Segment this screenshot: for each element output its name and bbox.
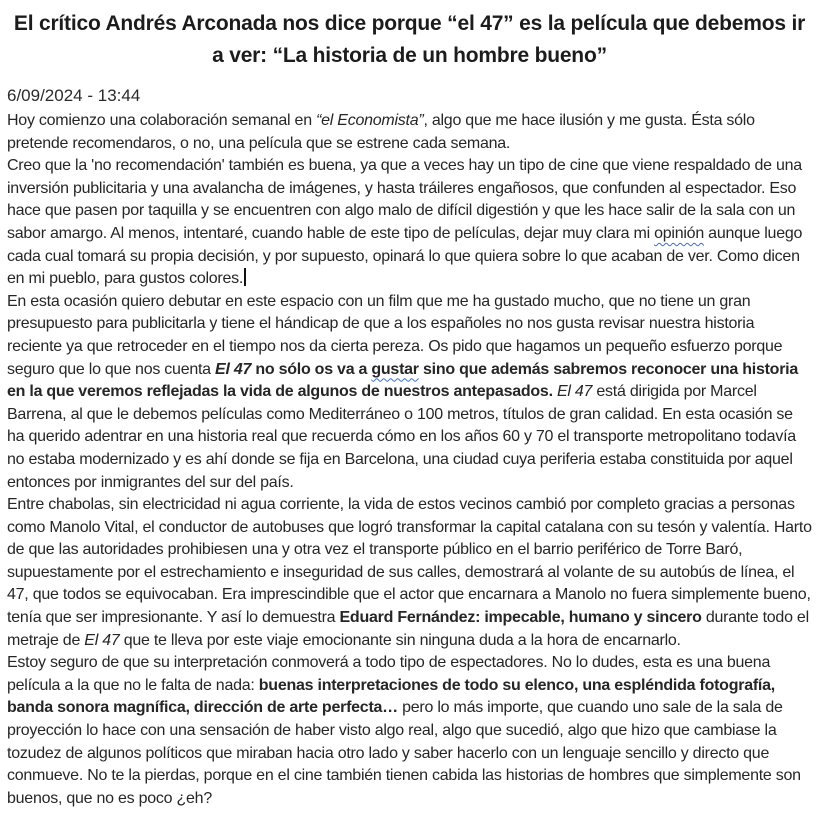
text-run: El 47 xyxy=(84,631,120,649)
text-run: está dirigida por Marcel Barrena, al que le debemos películas como Mediterráneo o 100 metros, títulos de gran calidad. En esta ocasión se ha querido adentrar en una historia real que recuerda cómo en los años 60 y 70 el transporte metropolitano todavía no estaba modernizado y es ahí donde se fija en Barcelona, una ciudad cuya periferia estaba constituida por aquel entonces por inmigrantes del sur del país. xyxy=(7,383,796,491)
article-date[interactable]: 6/09/2024 - 13:44 xyxy=(7,86,141,105)
text-run: Eduard Fernández: impecable, humano y sincero xyxy=(339,609,702,627)
text-run: Entre chabolas, sin electricidad ni agua corriente, la vida de estos vecinos cambió por completo gracias a personas como Manolo Vital, el conductor de autobuses que logró transformar la capital catalana con su tesón y valentía. Harto de que las autoridades prohibiesen una y otra vez el transporte público en el barrio periférico de Torre Baró, supuestamente por el estrechamiento e inseguridad de sus calles, demostrará al volante de su autobús de línea, el 47, que todos se equivocaban. Era imprescindible que el actor que encarnara a Manolo no fuera simplemente bueno, tenía que ser impresionante. Y así lo demuestra xyxy=(7,496,812,627)
text-run: no sólo os va a xyxy=(255,360,372,378)
text-run: El 47 xyxy=(556,383,593,401)
paragraph[interactable] xyxy=(7,494,812,652)
text-run: aunque luego cada cual tomará su propia decisión, y por supuesto, opinará lo que quiera sobre lo que acaban de ver. Como dicen en mi pueblo, para gustos colores. xyxy=(7,224,803,288)
text-run: pero lo más importe, que cuando uno sale de la sala de proyección lo hace con una sensación de haber visto algo real, algo que sucedió, algo que hizo que cambiase la tozudez de algunos políticos que miraban hacia otro lado y saber hacerlo con un lenguaje sencillo y directo que conmueve. No te la pierdas, porque en el cine también tienen cabida las historias de hombres que simplemente son buenos, que no es poco ¿eh? xyxy=(7,699,801,807)
article-body xyxy=(7,110,812,810)
text-run: Hoy comienzo una colaboración semanal en xyxy=(7,112,317,129)
text-run: Creo que la 'no recomendación' también es buena, ya que a veces hay un tipo de cine que viene respaldado de una inversión publicitaria y una avalancha de imágenes, y hasta tráileres engañosos, que confunden al espectador. Eso hace que pasen por taquilla y se encuentren con algo malo de difícil digestión y que les hace salir de la sala con un sabor amargo. Al menos, intentaré, cuando hable de este tipo de películas, dejar muy clara mi xyxy=(7,157,802,242)
text-run: “el Economista” xyxy=(316,112,424,129)
text-run: que te lleva por este viaje emocionante sin ninguna duda a la hora de encarnarlo. xyxy=(119,631,681,649)
text-run: durante todo el metraje de xyxy=(7,609,809,649)
paragraph[interactable] xyxy=(7,155,812,291)
text-run: Estoy seguro de que su interpretación conmoverá a todo tipo de espectadores. No lo dudes, esta es una buena película a la que no le falta de nada: xyxy=(7,654,771,694)
article-title[interactable]: El crítico Andrés Arconada nos dice porque “el 47” es la película que debemos ir a ver: “La historia de un hombre bueno” xyxy=(13,12,806,67)
paragraph[interactable] xyxy=(7,291,812,494)
text-run: opinión xyxy=(654,224,704,242)
paragraph[interactable] xyxy=(7,110,812,155)
text-run: sino que además sabremos reconocer una historia en la que veremos reflejadas la vida de algunos de nuestros antepasados. xyxy=(7,360,799,401)
text-cursor xyxy=(244,268,246,286)
paragraph[interactable] xyxy=(7,652,812,810)
text-run: En esta ocasión quiero debutar en este espacio con un film que me ha gustado mucho, que no tiene un gran presupuesto para publicitarla y tiene el hándicap de que a los españoles no nos gusta revisar nuestra historia reciente ya que retroceder en el tiempo nos da cierta pereza. Os pido que hagamos un pequeño esfuerzo porque seguro que lo que nos cuenta xyxy=(7,292,783,378)
text-run: gustar xyxy=(371,360,419,378)
text-run: , algo que me hace ilusión y me gusta. Ésta sólo pretende recomendaros, o no, una película que se estrene cada semana. xyxy=(7,112,755,152)
text-run: buenas interpretaciones de todo su elenco, una espléndida fotografía, banda sonora magnífica, dirección de arte perfecta… xyxy=(7,676,775,717)
text-run: El 47 xyxy=(215,360,256,378)
